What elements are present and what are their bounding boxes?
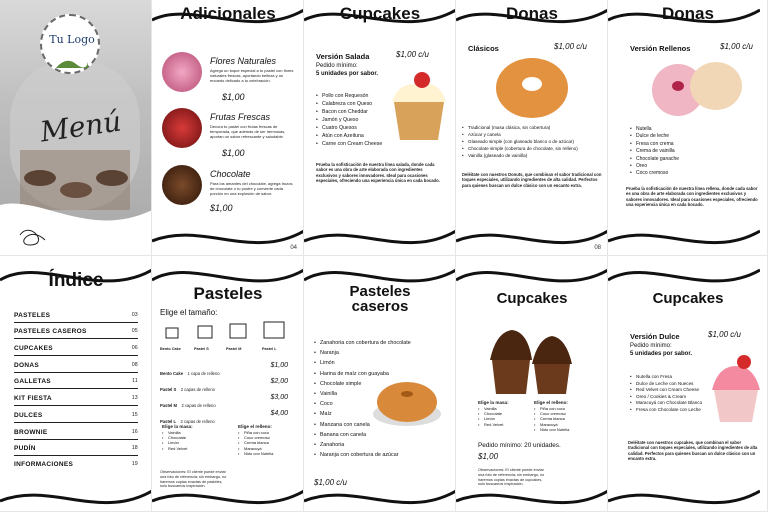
flavor-item: • Nutella bbox=[630, 126, 740, 133]
flavor-item: • Crema de vainilla bbox=[630, 148, 740, 155]
price: $1,00 c/u bbox=[554, 42, 587, 51]
index-label: CUPCAKES bbox=[14, 345, 53, 352]
masa-title: Elige la masa: bbox=[162, 424, 193, 429]
relleno-list bbox=[534, 406, 569, 432]
flavor-item: • Red Velvet con Cream Cheese bbox=[630, 387, 720, 394]
option-price: $3,00 bbox=[270, 394, 288, 401]
description: Prueba la sofisticación de nuestra línea rellena, donde cada sabor es una obra de arte elaborada con ingredientes exclusivos y sabores innovadores. Ideal para ocasiones especiales, ofreciendo una experiencia única en cada bocado. bbox=[626, 186, 758, 208]
observaciones: Observaciones: El cliente puede enviar una foto de referencia; sin embargo, no haremos copias exactas de pasteles, solo buscamos inspiración. bbox=[160, 470, 227, 489]
flavor-item: • Coco cremoso bbox=[630, 170, 740, 177]
index-page: 11 bbox=[132, 378, 138, 384]
index-row[interactable] bbox=[14, 328, 138, 335]
flavor-list bbox=[316, 92, 396, 148]
index-page: 06 bbox=[131, 345, 138, 351]
index-divider bbox=[14, 455, 138, 456]
flavor-item: • Atún con Azeituna bbox=[316, 132, 396, 140]
relleno-item: • Nido con Nutella bbox=[238, 451, 273, 456]
relleno-title: Elige el relleno: bbox=[534, 400, 568, 405]
bottom-wave bbox=[608, 467, 760, 511]
page-title: Cupcakes bbox=[496, 290, 568, 307]
cupcakes-options-page bbox=[456, 256, 608, 512]
min-order-label: Pedido mínimo: bbox=[316, 63, 358, 69]
bottom-wave bbox=[456, 467, 608, 511]
chocolate-image bbox=[162, 165, 202, 205]
item-desc: Para los amantes del chocolate, agrega trozos de chocolate o tu postre y convierte cada porción en una explosión de sabor. bbox=[210, 181, 293, 196]
min-order: Pedido mínimo: 20 unidades. bbox=[478, 442, 561, 449]
relleno-item: • Coco cremoso bbox=[534, 411, 569, 416]
relleno-item: • Crema blanca bbox=[238, 440, 273, 445]
version-title: Clásicos bbox=[468, 44, 499, 53]
index-page: 18 bbox=[131, 445, 138, 451]
flavor-item: • Calabreza con Queso bbox=[316, 100, 396, 108]
flavor-item: • Chocolate ganache bbox=[630, 156, 740, 163]
masa-item: • Red Velvet bbox=[162, 446, 187, 451]
flowers-image bbox=[162, 52, 202, 92]
index-label: PUDÍN bbox=[14, 445, 36, 452]
option-price: $1,00 bbox=[270, 362, 288, 369]
cake-size-icons bbox=[162, 320, 294, 342]
cupcakes-salada-page bbox=[304, 0, 456, 256]
version-title: Versión Dulce bbox=[630, 332, 680, 341]
relleno-list bbox=[238, 430, 273, 456]
flavor-item: • Vainilla (glaseado de vainilla) bbox=[462, 152, 604, 159]
flavor-item: • Nutella con Fresa bbox=[630, 374, 720, 381]
index-row[interactable] bbox=[14, 412, 138, 419]
flavor-item: • Fresa con Chocolate con Leche bbox=[630, 407, 720, 414]
top-wave bbox=[608, 256, 760, 292]
cupcakes-dulce-page bbox=[608, 256, 768, 512]
bottom-wave bbox=[304, 467, 456, 511]
relleno-item: • Maracuyá bbox=[238, 446, 273, 451]
flavor-list bbox=[462, 124, 604, 159]
index-label: GALLETAS bbox=[14, 378, 51, 385]
flavor-item: • Pollo con Requesón bbox=[316, 92, 396, 100]
option-name: Pastel M bbox=[160, 403, 177, 408]
masa-item: • Limón bbox=[162, 440, 187, 445]
donas-rellenos-page bbox=[608, 0, 768, 256]
relleno-item: • Maracuyá bbox=[534, 422, 569, 427]
strawberry-cupcake-image bbox=[708, 352, 764, 424]
flavor-item: • Glaseado simple (con glaseado blanco o de azúcar) bbox=[462, 138, 604, 145]
flavor-list bbox=[630, 374, 720, 414]
page-number: 04 bbox=[290, 245, 297, 251]
item-name: Flores Naturales bbox=[210, 56, 277, 66]
flavor-item: • Harina de maíz con guayaba bbox=[314, 369, 450, 379]
masa-list bbox=[162, 430, 187, 451]
index-label: KIT FIESTA bbox=[14, 395, 52, 402]
index-row[interactable] bbox=[14, 378, 138, 385]
masa-title: Elige la masa: bbox=[478, 400, 509, 405]
description: Deléitate con nuestros Donuts, que combinan el sabor tradicional con toques especiales, utilizando ingredientes de alta calidad. Perfectos para quienes buscan un dulce clásico con un encanto extra. bbox=[462, 172, 602, 188]
flavor-item: • Dulce de leche bbox=[630, 133, 740, 140]
relleno-item: • Piña con coco bbox=[238, 430, 273, 435]
index-row[interactable] bbox=[14, 445, 138, 452]
size-label: Pastel S bbox=[194, 347, 209, 351]
flavor-item: • Naranja con cobertura de azúcar bbox=[314, 450, 450, 460]
bottom-wave bbox=[608, 211, 760, 255]
description: Prueba la sofisticación de nuestra línea salada, donde cada sabor es una obra de arte elaborada con ingredientes exclusivos y sabores innovadores. Ideal para ocasiones especiales, ofreciendo una experiencia única en cada bocado. bbox=[316, 162, 440, 184]
index-divider bbox=[14, 439, 138, 440]
size-label: Bento Cake bbox=[160, 347, 181, 351]
bottom-wave bbox=[152, 211, 304, 255]
index-label: BROWNIE bbox=[14, 429, 48, 436]
filled-donuts-image bbox=[648, 56, 748, 120]
indice-page bbox=[0, 256, 152, 512]
cupcake-image bbox=[388, 62, 450, 142]
min-order-label: Pedido mínimo: bbox=[630, 343, 672, 349]
pasteles-caseros-page bbox=[304, 256, 456, 512]
page-title: Índice bbox=[48, 270, 104, 291]
bottom-wave bbox=[456, 211, 608, 255]
option-name: Pastel S bbox=[160, 387, 177, 392]
option-desc: 2 capas de relleno bbox=[181, 403, 216, 408]
flavor-item: • Coco bbox=[314, 399, 450, 409]
price: $1,00 c/u bbox=[708, 330, 741, 339]
flavor-item: • Fresa con crema bbox=[630, 141, 740, 148]
top-wave bbox=[456, 256, 608, 292]
relleno-item: • Piña con coco bbox=[534, 406, 569, 411]
price: $1,00 c/u bbox=[314, 478, 347, 487]
index-page: 05 bbox=[131, 328, 138, 334]
flavor-item: • Jamón y Queso bbox=[316, 116, 396, 124]
index-divider bbox=[14, 355, 138, 356]
flavor-item: • Manzana con canela bbox=[314, 420, 450, 430]
flavor-item: • Dulce de Leche con Nueces bbox=[630, 381, 720, 388]
flavor-list bbox=[630, 126, 740, 178]
index-row[interactable] bbox=[14, 429, 138, 436]
item-price: $1,00 bbox=[210, 203, 233, 213]
flavor-item: • Bacon con Cheddar bbox=[316, 108, 396, 116]
index-page: 03 bbox=[131, 312, 138, 318]
index-divider bbox=[14, 422, 138, 423]
relleno-item: • Crema blanca bbox=[534, 416, 569, 421]
flavor-item: • Zanahoria bbox=[314, 440, 450, 450]
item-name: Chocolate bbox=[210, 169, 251, 179]
fruits-image bbox=[162, 108, 202, 148]
flavor-item: • Chocolate simple bbox=[314, 379, 450, 389]
index-page: 19 bbox=[131, 461, 138, 467]
relleno-title: Elige el relleno: bbox=[238, 424, 272, 429]
size-label: Pastel M bbox=[226, 347, 242, 351]
relleno-item: • Nido con Nutella bbox=[534, 427, 569, 432]
masa-item: • Chocolate bbox=[162, 435, 187, 440]
masa-list bbox=[478, 406, 503, 427]
flavor-item: • Tradicional (masa clásica, sin cobertura) bbox=[462, 124, 604, 131]
masa-item: • Chocolate bbox=[478, 411, 503, 416]
version-title: Versión Rellenos bbox=[630, 44, 691, 53]
bottom-wave bbox=[304, 211, 456, 255]
size-prompt: Elige el tamaño: bbox=[160, 308, 218, 317]
flavor-item: • Limón bbox=[314, 358, 450, 368]
price: $1,00 bbox=[478, 452, 499, 461]
option-name: Pastel L bbox=[160, 419, 177, 424]
flavor-item: • Maracuyá con Chocolate Blanco bbox=[630, 400, 720, 407]
price: $1,00 c/u bbox=[720, 42, 753, 51]
adicionales-page bbox=[152, 0, 304, 256]
page-title: Pasteles caseros bbox=[349, 283, 411, 315]
flavor-item: • Oreo bbox=[630, 163, 740, 170]
cover-page bbox=[0, 0, 152, 256]
relleno-item: • Coco cremoso bbox=[238, 435, 273, 440]
size-label: Pastel L bbox=[262, 347, 277, 351]
masa-item: • Limón bbox=[478, 416, 503, 421]
option-name: Bento Cake bbox=[160, 371, 184, 376]
masa-item: • Red Velvet bbox=[478, 422, 503, 427]
description: Deléitate con nuestros cupcakes, que combinan el sabor tradicional con toques especiales, utilizando ingredientes de alta calidad. Perfectos para quienes buscan un dulce clásico con un encanto extra. bbox=[628, 440, 758, 462]
flavor-item: • Chocolate simple (cobertura de chocolate, sin relleno) bbox=[462, 145, 604, 152]
index-page: 13 bbox=[131, 395, 138, 401]
item-name: Frutas Frescas bbox=[210, 112, 271, 122]
page-number: 08 bbox=[594, 245, 601, 251]
menu-title: Menú bbox=[38, 104, 124, 149]
version-title: Versión Salada bbox=[316, 52, 370, 61]
flavor-item: • Vainilla bbox=[314, 389, 450, 399]
index-page: 08 bbox=[131, 362, 138, 368]
logo-text: Tu Logo bbox=[49, 33, 95, 46]
index-divider bbox=[14, 388, 138, 389]
option-desc: 2 capas de relleno bbox=[180, 419, 215, 424]
index-row[interactable] bbox=[14, 312, 138, 319]
bottom-wave bbox=[152, 467, 304, 511]
page-title: Pasteles bbox=[193, 284, 263, 303]
price: $1,00 c/u bbox=[396, 50, 429, 59]
flavor-item: • Cuatro Quesos bbox=[316, 124, 396, 132]
logo-hills-icon bbox=[56, 56, 88, 68]
index-label: DONAS bbox=[14, 362, 39, 369]
index-page: 16 bbox=[131, 429, 138, 435]
pasteles-page bbox=[152, 256, 304, 512]
page-title: Donas bbox=[662, 4, 714, 23]
option-price: $2,00 bbox=[270, 378, 288, 385]
option-price: $4,00 bbox=[270, 410, 288, 417]
index-divider bbox=[14, 322, 138, 323]
index-divider bbox=[14, 405, 138, 406]
flavor-item: • Carne con Cream Cheese bbox=[316, 140, 396, 148]
flavor-item: • Maíz bbox=[314, 409, 450, 419]
min-order-value: 5 unidades por sabor. bbox=[630, 351, 693, 357]
page-title: Donas bbox=[506, 4, 558, 23]
option-desc: 2 capas de relleno bbox=[180, 387, 215, 392]
flavor-item: • Azúcar y canela bbox=[462, 131, 604, 138]
index-label: PASTELES bbox=[14, 312, 51, 319]
item-price: $1,00 bbox=[222, 92, 245, 102]
index-label: INFORMACIONES bbox=[14, 461, 74, 468]
donas-clasicos-page bbox=[456, 0, 608, 256]
index-row[interactable] bbox=[14, 362, 138, 369]
flavor-item: • Zanahoria con cobertura de chocolate bbox=[314, 338, 450, 348]
item-desc: Decora tu pastel con frutas frescas de temporada, que además de ser hermosas, aportan un sabor refrescante y saludable. bbox=[210, 124, 286, 139]
index-label: DULCES bbox=[14, 412, 43, 419]
logo bbox=[40, 14, 100, 74]
page-title: Cupcakes bbox=[339, 4, 421, 23]
index-row[interactable] bbox=[14, 395, 138, 402]
masa-item: • Vainilla bbox=[162, 430, 187, 435]
bundt-cake-image bbox=[372, 374, 442, 428]
flavor-item: • Oreo / Cookies & Cream bbox=[630, 394, 720, 401]
item-price: $1,00 bbox=[222, 148, 245, 158]
min-order-value: 5 unidades por sabor. bbox=[316, 71, 379, 77]
page-title: Cupcakes bbox=[652, 290, 724, 307]
item-desc: Agrega un toque especial a tu pastel con flores naturales frescas, aportando belleza y un encanto delicado a tu celebración. bbox=[210, 68, 294, 83]
index-divider bbox=[14, 338, 138, 339]
observaciones: Observaciones: El cliente puede enviar una foto de referencia; sin embargo, no haremos copias exactas de cupcakes, solo buscamos inspiración. bbox=[478, 468, 545, 487]
page-title: Adicionales bbox=[180, 4, 276, 23]
flavor-item: • Naranja bbox=[314, 348, 450, 358]
option-desc: 1 capa de relleno bbox=[187, 371, 220, 376]
chocolate-cupcakes-image bbox=[482, 316, 582, 396]
index-row[interactable] bbox=[14, 345, 138, 352]
index-page: 15 bbox=[131, 412, 138, 418]
masa-item: • Vainilla bbox=[478, 406, 503, 411]
bottom-wave bbox=[0, 467, 152, 511]
donut-image bbox=[492, 52, 572, 122]
flavor-item: • Banana con canela bbox=[314, 430, 450, 440]
index-label: PASTELES CASEROS bbox=[14, 328, 87, 335]
index-divider bbox=[14, 372, 138, 373]
